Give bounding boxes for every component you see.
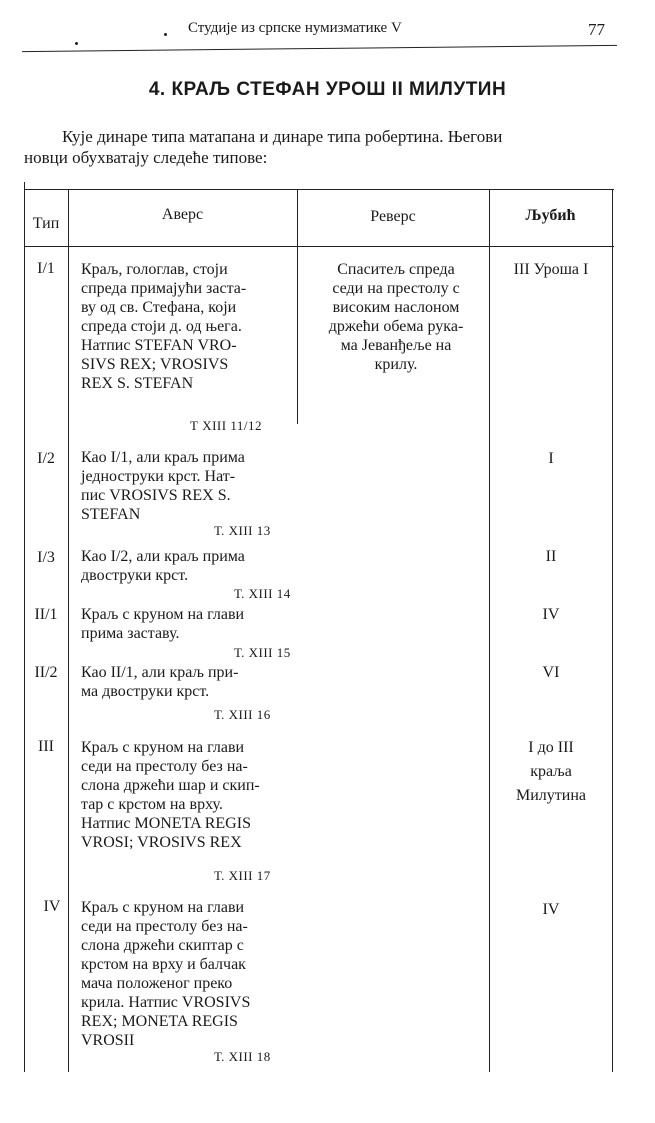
speck-mark (75, 42, 78, 45)
text-line: Милутина (516, 787, 586, 804)
lyubic-reference (492, 603, 610, 627)
row-type: I/2 (37, 450, 55, 467)
column-divider (68, 189, 69, 1072)
obverse-description (81, 448, 289, 524)
lyubic-reference (492, 447, 610, 471)
page-number: 77 (588, 20, 605, 39)
intro-line: новци обухватају следеће типове: (24, 148, 268, 167)
intro-line: Кује динаре типа матапана и динаре типа робертина. Његови (62, 127, 503, 146)
text-line: високим наслоном (332, 299, 460, 316)
table-top-rule (24, 189, 614, 190)
text-line: мача положеног преко (81, 975, 233, 992)
text-line: IV (542, 606, 560, 623)
plate-reference: Т. XIII 17 (214, 868, 271, 883)
row-type: II/2 (34, 664, 58, 681)
header-rule (22, 45, 617, 52)
plate-reference: Т XIII 11/12 (190, 418, 262, 433)
obverse-description (81, 898, 289, 1050)
text-line: VROSII (81, 1032, 135, 1049)
text-line: STEFAN (81, 506, 141, 523)
text-line: Натпис MONETA REGIS (81, 815, 251, 832)
coin-types-table (24, 182, 614, 1072)
obverse-description (81, 547, 289, 585)
text-line: II (545, 548, 557, 565)
text-line: SIVS REX; VROSIVS (81, 356, 229, 373)
table-left-border (24, 182, 25, 1072)
text-line: ма Јеванђеље на (340, 337, 452, 354)
lyubic-reference (492, 736, 610, 808)
text-line: држећи обема рука- (328, 318, 464, 335)
text-line: краља (530, 763, 572, 780)
text-line: VROSI; VROSIVS REX (81, 834, 242, 851)
header-lyubic: Љубић (525, 207, 576, 224)
text-line: седи на престолу без на- (81, 918, 248, 935)
text-line: Краљ с круном на глави (81, 899, 245, 916)
text-line: Краљ с круном на глави (81, 606, 245, 623)
text-line: слона држећи шар и скип- (81, 777, 260, 794)
text-line: ма двоструки крст. (81, 683, 210, 700)
table-header-rule (24, 246, 614, 247)
row-type: I/1 (37, 260, 55, 277)
intro-paragraph (24, 126, 614, 168)
text-line: спреда примајући заста- (81, 280, 247, 297)
obverse-description (81, 738, 289, 852)
text-line: Спаситељ спреда (337, 261, 455, 278)
text-line: I до III (528, 739, 574, 756)
text-line: пис VROSIVS REX S. (81, 487, 231, 504)
text-line: двоструки крст. (81, 567, 189, 584)
lyubic-reference (492, 258, 610, 282)
text-line: слона држећи скиптар с (81, 937, 244, 954)
text-line: Као II/1, али краљ при- (81, 664, 239, 681)
text-line: Краљ, гологлав, стоји (81, 261, 228, 278)
header-reverse: Реверс (370, 208, 416, 225)
text-line: REX; MONETA REGIS (81, 1013, 238, 1030)
lyubic-reference (492, 545, 610, 569)
plate-reference: Т. XIII 16 (214, 707, 271, 722)
text-line: VI (542, 664, 560, 681)
obverse-description (81, 663, 289, 701)
table-right-border (612, 189, 613, 1072)
lyubic-reference (492, 898, 610, 922)
text-line: крилу. (374, 356, 418, 373)
text-line: ву од св. Стефана, који (81, 299, 237, 316)
section-title: 4. КРАЉ СТЕФАН УРОШ II МИЛУТИН (148, 79, 507, 100)
text-line: крстом на врху и балчак (81, 956, 246, 973)
running-title: Студије из српске нумизматике V (188, 20, 402, 36)
text-line: REX S. STEFAN (81, 375, 194, 392)
text-line: спреда стоји д. од њега. (81, 318, 242, 335)
row-type: II/1 (34, 606, 58, 623)
text-line: Натпис STEFAN VRO- (81, 337, 237, 354)
row-type: IV (43, 898, 61, 915)
obverse-description (81, 605, 289, 643)
header-obverse: Аверс (161, 206, 204, 223)
text-line: Као I/2, али краљ прима (81, 548, 245, 565)
text-line: I (548, 450, 554, 467)
header-type: Тип (32, 215, 60, 232)
row-type: I/3 (37, 549, 55, 566)
text-line: III Уроша I (513, 261, 589, 278)
row-type: III (38, 738, 54, 755)
text-line: Краљ с круном на глави (81, 739, 245, 756)
page-header (0, 0, 655, 60)
column-divider (489, 189, 490, 1072)
plate-reference: Т. XIII 15 (234, 645, 291, 660)
text-line: прима заставу. (81, 625, 180, 642)
text-line: Као I/1, али краљ прима (81, 449, 245, 466)
text-line: седи на престолу без на- (81, 758, 248, 775)
text-line: крила. Натпис VROSIVS (81, 994, 251, 1011)
obverse-description (81, 260, 289, 393)
plate-reference: Т. XIII 13 (214, 523, 271, 538)
text-line: једноструки крст. Нат- (81, 468, 236, 485)
speck-mark (164, 33, 167, 36)
reverse-description (307, 260, 485, 374)
plate-reference: Т. XIII 18 (214, 1049, 271, 1064)
lyubic-reference (492, 661, 610, 685)
text-line: седи на престолу с (332, 280, 460, 297)
text-line: IV (542, 901, 560, 918)
text-line: тар с крстом на врху. (81, 796, 223, 813)
plate-reference: Т. XIII 14 (234, 586, 291, 601)
